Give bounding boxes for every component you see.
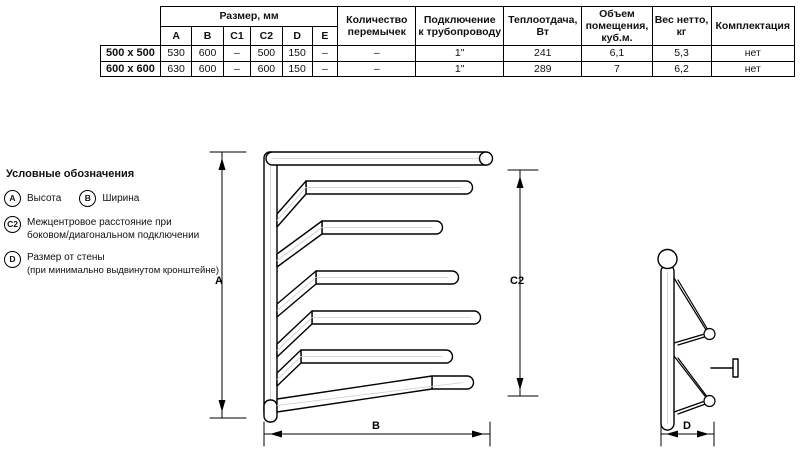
cell-a: 630 <box>160 61 191 77</box>
dimension-label-a: A <box>215 275 223 287</box>
header-net-weight <box>652 7 711 46</box>
cell-c2: 500 <box>251 46 282 62</box>
table-row <box>101 46 795 62</box>
top-pipe-end-cap <box>480 152 493 165</box>
cell-b: 600 <box>192 46 223 62</box>
header-bridges-line1: Количество <box>346 14 408 27</box>
specification-table <box>100 6 795 77</box>
header-connection-line1: Подключение <box>423 14 496 27</box>
cell-e: – <box>312 61 338 77</box>
header-connection-line2: к трубопроводу <box>418 26 502 39</box>
legend-label-d-line1: Размер от стены <box>27 252 105 263</box>
header-dim-c2: C2 <box>251 26 282 46</box>
legend-badge-d-icon: D <box>4 251 21 268</box>
cell-weight: 6,2 <box>652 61 711 77</box>
legend-title: Условные обозначения <box>6 168 135 180</box>
cell-bridges: – <box>338 46 416 62</box>
cell-c2: 600 <box>251 61 282 77</box>
header-weight-line2: кг <box>676 26 687 39</box>
cell-connection: 1" <box>416 46 504 62</box>
drawing-svg <box>0 100 800 453</box>
legend-badge-b-icon: B <box>79 190 96 207</box>
specification-table-container <box>100 6 795 77</box>
side-view-valve <box>711 359 738 377</box>
header-volume-line2: помещения, <box>585 20 649 33</box>
left-collector-foot <box>264 400 277 422</box>
cell-heat: 241 <box>504 46 582 62</box>
legend-label-c2-line2: боковом/диагональном подключении <box>27 229 200 241</box>
side-view-brackets <box>674 278 715 414</box>
header-volume-line1: Объем <box>599 8 635 20</box>
left-vertical-collector <box>264 152 277 418</box>
header-heat-line1: Теплоотдача, <box>508 14 578 27</box>
header-bridges <box>338 7 416 46</box>
shelf-bar-1 <box>277 181 473 227</box>
cell-b: 600 <box>192 61 223 77</box>
bottom-outlet-pipe <box>277 376 474 412</box>
table-row <box>101 61 795 77</box>
cell-heat: 289 <box>504 61 582 77</box>
cell-d: 150 <box>282 61 312 77</box>
dimension-label-c2: C2 <box>510 275 525 287</box>
cell-size-name: 600 х 600 <box>101 61 161 77</box>
cell-d: 150 <box>282 46 312 62</box>
header-volume-line3: куб.м. <box>601 32 633 45</box>
header-weight-line1: Вес нетто, <box>654 14 709 27</box>
cell-volume: 7 <box>582 61 652 77</box>
header-dim-d: D <box>282 26 312 46</box>
header-room-volume <box>582 7 652 46</box>
dimension-label-b: B <box>372 420 380 432</box>
dimension-label-d: D <box>683 420 691 432</box>
cell-volume: 6,1 <box>582 46 652 62</box>
cell-size-name: 500 х 500 <box>101 46 161 62</box>
header-kit: Комплектация <box>711 7 795 46</box>
legend-badge-a-icon: A <box>4 190 21 207</box>
side-view-vertical-pipe <box>658 250 677 431</box>
legend-badge-c2-icon: C2 <box>4 216 21 233</box>
table-header-row-main <box>101 7 795 27</box>
header-empty-corner <box>101 7 161 46</box>
legend-label-a: Высота <box>27 192 62 204</box>
header-heat-line2: Вт <box>536 26 550 39</box>
cell-c1: – <box>223 46 250 62</box>
shelf-bar-2 <box>277 221 443 267</box>
header-dim-a: A <box>160 26 191 46</box>
header-dim-c1: C1 <box>223 26 250 46</box>
legend-label-c2-line1: Межцентровое расстояние при <box>27 217 172 228</box>
header-size-group: Размер, мм <box>160 7 337 27</box>
cell-c1: – <box>223 61 250 77</box>
cell-connection: 1" <box>416 61 504 77</box>
cell-kit: нет <box>711 61 795 77</box>
legend-label-b: Ширина <box>102 192 140 204</box>
cell-e: – <box>312 46 338 62</box>
header-dim-e: E <box>312 26 338 46</box>
cell-a: 530 <box>160 46 191 62</box>
header-connection <box>416 7 504 46</box>
cell-bridges: – <box>338 61 416 77</box>
technical-drawing <box>0 100 800 453</box>
top-horizontal-pipe <box>266 152 491 165</box>
header-heat-output <box>504 7 582 46</box>
header-dim-b: B <box>192 26 223 46</box>
cell-weight: 5,3 <box>652 46 711 62</box>
legend-label-d-line2: (при минимально выдвинутом кронштейне) <box>27 264 219 276</box>
shelf-bar-3 <box>277 271 459 317</box>
cell-kit: нет <box>711 46 795 62</box>
header-bridges-line2: перемычек <box>347 26 406 39</box>
